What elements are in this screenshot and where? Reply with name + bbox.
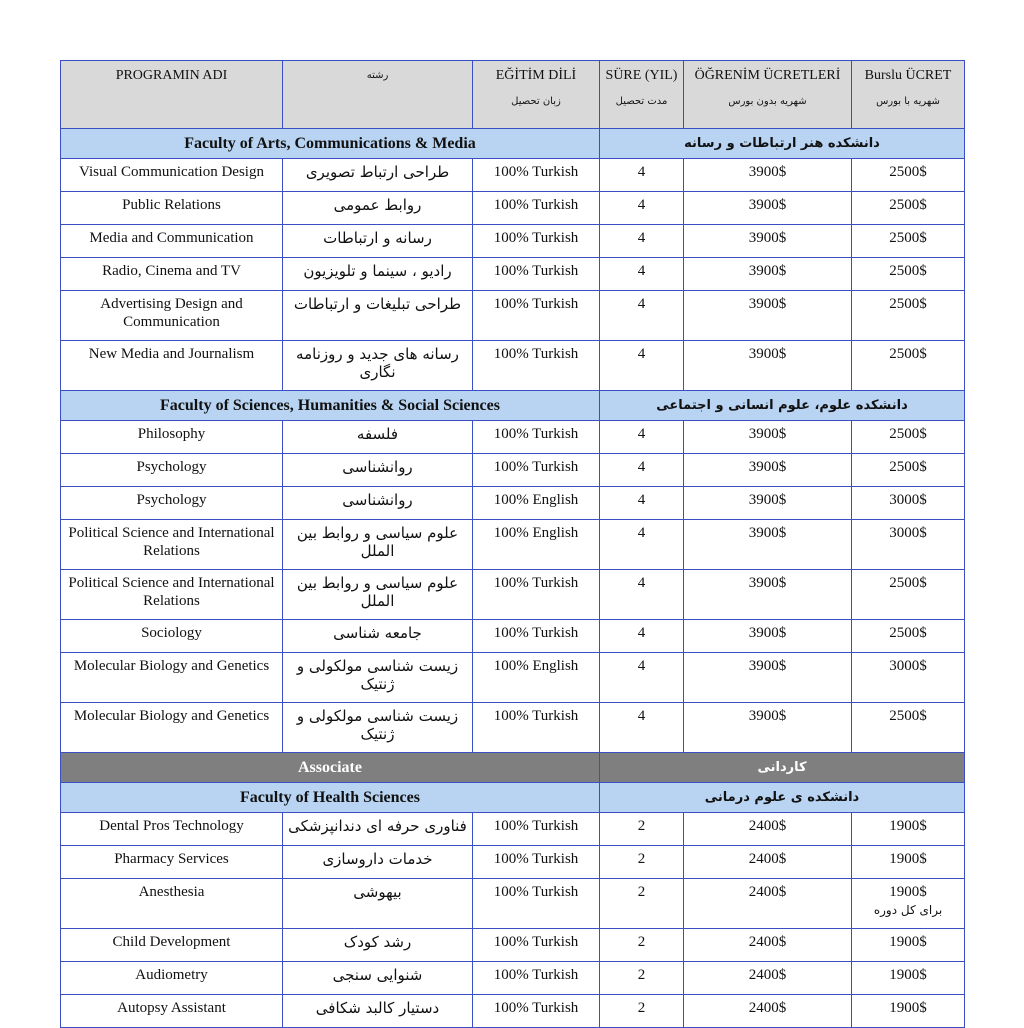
- program-name-cell-text: Visual Communication Design: [79, 164, 264, 180]
- duration-cell: [600, 341, 684, 391]
- program-name-cell-text: Sociology: [141, 625, 202, 641]
- tuition-cell: [684, 879, 852, 929]
- tuition-cell: [684, 225, 852, 258]
- table-row: [61, 421, 965, 454]
- duration-cell-text: 4: [637, 164, 646, 180]
- language-cell-text: 100% Turkish: [493, 884, 579, 900]
- program-name-cell: [61, 454, 283, 487]
- tuition-cell: [684, 192, 852, 225]
- table-row: [61, 291, 965, 341]
- program-name-cell-text: Molecular Biology and Genetics: [73, 708, 270, 724]
- program-name-fa-cell-text: طراحی ارتباط تصویری: [305, 163, 450, 181]
- scholarship-cell: [852, 192, 965, 225]
- program-name-fa-cell-text: زیست شناسی مولکولی و ژنتیک: [296, 707, 459, 743]
- program-name-cell-text: Audiometry: [135, 967, 208, 983]
- scholarship-cell-text: 1900$: [889, 934, 927, 950]
- program-name-cell: [61, 620, 283, 653]
- tuition-cell-text: 3900$: [748, 625, 787, 641]
- tuition-cell-text: 2400$: [748, 934, 787, 950]
- scholarship-cell: [852, 995, 965, 1028]
- duration-cell-text: 4: [637, 708, 646, 724]
- header-row: [61, 61, 965, 129]
- duration-cell-text: 2: [637, 1000, 646, 1016]
- language-cell: [473, 995, 600, 1028]
- language-cell: [473, 846, 600, 879]
- program-name-cell: [61, 487, 283, 520]
- scholarship-cell-text: 1900$: [889, 967, 927, 983]
- tuition-cell-text: 2400$: [748, 967, 787, 983]
- duration-cell-text: 4: [637, 492, 646, 508]
- tuition-cell-text: 3900$: [748, 658, 787, 674]
- scholarship-cell: [852, 258, 965, 291]
- duration-cell: [600, 703, 684, 753]
- scholarship-cell-text: 2500$: [889, 197, 927, 213]
- header-tuition: ÖĞRENİM ÜCRETLERİ شهریه بدون بورس: [684, 61, 852, 129]
- scholarship-cell-text: 2500$: [889, 164, 927, 180]
- table-row: [61, 879, 965, 929]
- duration-cell: [600, 962, 684, 995]
- scholarship-cell-text: 2500$: [889, 708, 927, 724]
- program-name-fa-cell-text: روانشناسی: [342, 491, 413, 509]
- tuition-cell: [684, 487, 852, 520]
- duration-cell-text: 4: [637, 197, 646, 213]
- program-name-cell: [61, 421, 283, 454]
- scholarship-cell-text: 2500$: [889, 625, 927, 641]
- duration-cell-text: 2: [637, 818, 646, 834]
- faculty-title-fa: دانشکده ی علوم درمانی: [600, 783, 965, 813]
- program-name-cell: [61, 341, 283, 391]
- duration-cell: [600, 454, 684, 487]
- program-name-cell-text: Dental Pros Technology: [99, 818, 244, 834]
- faculty-row: [61, 391, 965, 421]
- program-name-fa-cell: [283, 159, 473, 192]
- program-name-cell: [61, 846, 283, 879]
- scholarship-cell-text: 2500$: [889, 346, 927, 362]
- table-row: [61, 813, 965, 846]
- faculty-title-fa: کاردانی: [600, 753, 965, 783]
- program-name-cell-text: Molecular Biology and Genetics: [73, 658, 270, 674]
- program-name-fa-cell-text: علوم سیاسی و روابط بین الملل: [296, 574, 459, 610]
- program-name-fa-cell: [283, 421, 473, 454]
- language-cell: [473, 570, 600, 620]
- table-row: [61, 341, 965, 391]
- faculty-title-fa: دانشکده علوم، علوم انسانی و اجتماعی: [600, 391, 965, 421]
- tuition-cell: [684, 995, 852, 1028]
- tuition-cell: [684, 620, 852, 653]
- program-name-fa-cell: [283, 995, 473, 1028]
- duration-cell: [600, 258, 684, 291]
- table-row: [61, 929, 965, 962]
- duration-cell: [600, 620, 684, 653]
- scholarship-cell-text: 2500$: [889, 263, 927, 279]
- scholarship-cell-text: 1900$: [889, 818, 927, 834]
- program-name-fa-cell-text: بیهوشی: [353, 883, 402, 901]
- program-name-fa-cell: [283, 962, 473, 995]
- tuition-cell: [684, 341, 852, 391]
- program-name-cell: [61, 291, 283, 341]
- language-cell: [473, 421, 600, 454]
- program-name-fa-cell-text: رادیو ، سینما و تلویزیون: [303, 262, 452, 280]
- program-name-fa-cell: [283, 454, 473, 487]
- language-cell: [473, 520, 600, 570]
- program-name-cell: [61, 520, 283, 570]
- program-name-fa-cell: [283, 341, 473, 391]
- language-cell: [473, 341, 600, 391]
- program-name-fa-cell-text: روانشناسی: [342, 458, 413, 476]
- duration-cell: [600, 159, 684, 192]
- language-cell-text: 100% Turkish: [493, 575, 579, 591]
- scholarship-cell-text: 3000$: [889, 658, 927, 674]
- language-cell-text: 100% Turkish: [493, 851, 579, 867]
- faculty-title-en: Faculty of Sciences, Humanities & Social Sciences: [61, 391, 600, 421]
- tuition-cell: [684, 929, 852, 962]
- tuition-cell-text: 2400$: [748, 851, 787, 867]
- program-name-cell-text: New Media and Journalism: [88, 346, 255, 362]
- duration-cell: [600, 487, 684, 520]
- tuition-cell: [684, 159, 852, 192]
- scholarship-cell: [852, 159, 965, 192]
- program-name-cell: [61, 258, 283, 291]
- language-cell-text: 100% Turkish: [493, 296, 579, 312]
- header-language: EĞİTİM DİLİ زبان تحصیل: [473, 61, 600, 129]
- scholarship-note: برای کل دوره: [873, 903, 943, 917]
- tuition-cell: [684, 520, 852, 570]
- duration-cell-text: 2: [637, 851, 646, 867]
- table-row: [61, 962, 965, 995]
- program-name-cell: [61, 879, 283, 929]
- scholarship-cell-text: 2500$: [889, 426, 927, 442]
- language-cell: [473, 703, 600, 753]
- program-name-cell: [61, 225, 283, 258]
- tuition-cell-text: 3900$: [748, 346, 787, 362]
- duration-cell: [600, 813, 684, 846]
- program-name-cell: [61, 962, 283, 995]
- tuition-cell-text: 3900$: [748, 296, 787, 312]
- program-name-cell: [61, 653, 283, 703]
- scholarship-cell: [852, 520, 965, 570]
- language-cell-text: 100% Turkish: [493, 346, 579, 362]
- language-cell: [473, 225, 600, 258]
- language-cell-text: 100% Turkish: [493, 1000, 579, 1016]
- tuition-cell: [684, 291, 852, 341]
- duration-cell-text: 4: [637, 525, 646, 541]
- scholarship-cell-text: 2500$: [889, 296, 927, 312]
- scholarship-cell: [852, 846, 965, 879]
- program-name-fa-cell: [283, 929, 473, 962]
- program-name-fa-cell-text: فلسفه: [356, 425, 399, 443]
- faculty-row: [61, 129, 965, 159]
- tuition-cell: [684, 421, 852, 454]
- language-cell: [473, 192, 600, 225]
- program-name-cell-text: Psychology: [136, 459, 207, 475]
- language-cell: [473, 653, 600, 703]
- program-name-cell: [61, 159, 283, 192]
- table-row: [61, 454, 965, 487]
- program-name-cell-text: Child Development: [112, 934, 231, 950]
- scholarship-cell: [852, 487, 965, 520]
- language-cell-text: 100% Turkish: [493, 708, 579, 724]
- language-cell-text: 100% Turkish: [493, 426, 579, 442]
- duration-cell-text: 4: [637, 230, 646, 246]
- tuition-cell-text: 2400$: [748, 1000, 787, 1016]
- scholarship-cell: [852, 570, 965, 620]
- faculty-title-en: Faculty of Arts, Communications & Media: [61, 129, 600, 159]
- program-name-fa-cell-text: زیست شناسی مولکولی و ژنتیک: [296, 657, 459, 693]
- tuition-cell-text: 2400$: [748, 818, 787, 834]
- table-row: [61, 225, 965, 258]
- language-cell: [473, 620, 600, 653]
- program-name-fa-cell-text: دستیار کالبد شکافی: [315, 999, 440, 1017]
- language-cell-text: 100% English: [493, 492, 579, 508]
- program-name-fa-cell: [283, 813, 473, 846]
- tuition-cell-text: 3900$: [748, 459, 787, 475]
- duration-cell-text: 4: [637, 296, 646, 312]
- tuition-cell: [684, 454, 852, 487]
- tuition-cell-text: 2400$: [748, 884, 787, 900]
- tuition-cell-text: 3900$: [748, 197, 787, 213]
- scholarship-cell: [852, 454, 965, 487]
- scholarship-cell: [852, 929, 965, 962]
- table-row: [61, 846, 965, 879]
- scholarship-cell: [852, 291, 965, 341]
- program-name-cell: [61, 703, 283, 753]
- duration-cell: [600, 653, 684, 703]
- program-name-cell: [61, 192, 283, 225]
- tuition-cell: [684, 570, 852, 620]
- program-name-cell-text: Philosophy: [137, 426, 206, 442]
- header-program-name-fa: رشته: [283, 61, 473, 129]
- language-cell-text: 100% Turkish: [493, 459, 579, 475]
- program-name-fa-cell-text: طراحی تبلیغات و ارتباطات: [293, 295, 462, 313]
- program-name-cell: [61, 929, 283, 962]
- program-name-fa-cell: [283, 487, 473, 520]
- program-name-fa-cell: [283, 846, 473, 879]
- program-name-fa-cell-text: رسانه های جدید و روزنامه نگاری: [296, 345, 459, 381]
- table-row: [61, 258, 965, 291]
- section-row-associate: [61, 753, 965, 783]
- table-row: [61, 703, 965, 753]
- scholarship-cell: [852, 225, 965, 258]
- tuition-cell-text: 3900$: [748, 230, 787, 246]
- scholarship-cell: [852, 703, 965, 753]
- program-name-fa-cell: [283, 703, 473, 753]
- language-cell-text: 100% Turkish: [493, 263, 579, 279]
- program-name-fa-cell: [283, 879, 473, 929]
- scholarship-cell: [852, 421, 965, 454]
- program-name-cell-text: Radio, Cinema and TV: [102, 263, 241, 279]
- duration-cell: [600, 995, 684, 1028]
- table-row: [61, 159, 965, 192]
- table-row: [61, 192, 965, 225]
- program-name-fa-cell: [283, 225, 473, 258]
- program-name-fa-cell: [283, 258, 473, 291]
- tuition-cell-text: 3900$: [748, 575, 787, 591]
- tuition-cell: [684, 653, 852, 703]
- program-name-cell-text: Political Science and International Relations: [68, 575, 275, 609]
- program-name-cell-text: Psychology: [136, 492, 207, 508]
- program-name-cell-text: Political Science and International Relations: [68, 525, 275, 559]
- program-name-cell-text: Public Relations: [122, 197, 221, 213]
- program-name-fa-cell-text: شنوایی سنجی: [332, 966, 423, 984]
- scholarship-cell-text: 1900$: [889, 851, 927, 867]
- duration-cell-text: 4: [637, 575, 646, 591]
- program-name-fa-cell: [283, 291, 473, 341]
- tuition-table: [60, 60, 965, 1028]
- language-cell: [473, 879, 600, 929]
- duration-cell: [600, 421, 684, 454]
- tuition-cell: [684, 813, 852, 846]
- program-name-fa-cell: [283, 570, 473, 620]
- table-row: [61, 995, 965, 1028]
- table-row: [61, 570, 965, 620]
- program-name-cell-text: Autopsy Assistant: [117, 1000, 226, 1016]
- language-cell-text: 100% Turkish: [493, 967, 579, 983]
- program-name-cell-text: Anesthesia: [138, 884, 205, 900]
- program-name-cell-text: Pharmacy Services: [114, 851, 229, 867]
- program-name-cell-text: Media and Communication: [89, 230, 254, 246]
- language-cell-text: 100% Turkish: [493, 197, 579, 213]
- duration-cell: [600, 929, 684, 962]
- scholarship-cell: [852, 653, 965, 703]
- header-program-name: PROGRAMIN ADI: [61, 61, 283, 129]
- language-cell: [473, 159, 600, 192]
- duration-cell: [600, 291, 684, 341]
- scholarship-cell: [852, 620, 965, 653]
- duration-cell-text: 4: [637, 658, 646, 674]
- tuition-cell: [684, 258, 852, 291]
- header-scholarship: Burslu ÜCRET شهریه با بورس: [852, 61, 965, 129]
- duration-cell-text: 4: [637, 346, 646, 362]
- scholarship-cell-text: 1900$: [889, 884, 927, 900]
- program-name-fa-cell-text: جامعه شناسی: [333, 624, 422, 642]
- program-name-cell: [61, 570, 283, 620]
- tuition-cell: [684, 703, 852, 753]
- language-cell-text: 100% English: [493, 525, 579, 541]
- scholarship-cell: [852, 341, 965, 391]
- program-name-fa-cell-text: رسانه و ارتباطات: [323, 229, 432, 247]
- scholarship-cell-text: 1900$: [889, 1000, 927, 1016]
- header-duration: SÜRE (YIL) مدت تحصیل: [600, 61, 684, 129]
- duration-cell-text: 2: [637, 934, 646, 950]
- tuition-cell: [684, 846, 852, 879]
- program-name-fa-cell-text: رشد کودک: [343, 933, 412, 951]
- tuition-cell-text: 3900$: [748, 492, 787, 508]
- scholarship-cell-text: 2500$: [889, 575, 927, 591]
- duration-cell: [600, 520, 684, 570]
- language-cell-text: 100% Turkish: [493, 164, 579, 180]
- duration-cell-text: 4: [637, 426, 646, 442]
- duration-cell-text: 4: [637, 459, 646, 475]
- tuition-cell-text: 3900$: [748, 708, 787, 724]
- faculty-title-en: Associate: [61, 753, 600, 783]
- program-name-fa-cell: [283, 620, 473, 653]
- program-name-cell: [61, 995, 283, 1028]
- language-cell-text: 100% Turkish: [493, 934, 579, 950]
- program-name-fa-cell-text: فناوری حرفه ای دندانپزشکی: [288, 817, 467, 835]
- program-name-fa-cell-text: خدمات داروسازی: [322, 850, 433, 868]
- faculty-row: [61, 783, 965, 813]
- tuition-cell: [684, 962, 852, 995]
- program-name-fa-cell: [283, 192, 473, 225]
- table-row: [61, 520, 965, 570]
- program-name-cell-text: Advertising Design and Communication: [100, 296, 243, 330]
- language-cell: [473, 929, 600, 962]
- duration-cell: [600, 570, 684, 620]
- language-cell-text: 100% English: [493, 658, 579, 674]
- scholarship-cell-text: 3000$: [889, 492, 927, 508]
- duration-cell-text: 4: [637, 263, 646, 279]
- language-cell-text: 100% Turkish: [493, 625, 579, 641]
- program-name-cell: [61, 813, 283, 846]
- duration-cell: [600, 225, 684, 258]
- table-row: [61, 620, 965, 653]
- table-row: [61, 487, 965, 520]
- table-row: [61, 653, 965, 703]
- program-name-fa-cell-text: روابط عمومی: [333, 196, 422, 214]
- tuition-cell-text: 3900$: [748, 263, 787, 279]
- program-name-fa-cell: [283, 520, 473, 570]
- program-name-fa-cell-text: علوم سیاسی و روابط بین الملل: [296, 524, 459, 560]
- scholarship-cell: [852, 813, 965, 846]
- language-cell: [473, 291, 600, 341]
- duration-cell: [600, 879, 684, 929]
- tuition-cell-text: 3900$: [748, 525, 787, 541]
- duration-cell: [600, 846, 684, 879]
- language-cell: [473, 258, 600, 291]
- duration-cell-text: 2: [637, 884, 646, 900]
- table-body: [61, 129, 965, 1028]
- language-cell-text: 100% Turkish: [493, 818, 579, 834]
- language-cell: [473, 487, 600, 520]
- tuition-cell-text: 3900$: [748, 164, 787, 180]
- language-cell: [473, 454, 600, 487]
- scholarship-cell-text: 2500$: [889, 459, 927, 475]
- scholarship-cell: [852, 962, 965, 995]
- scholarship-cell-text: 3000$: [889, 525, 927, 541]
- program-name-fa-cell: [283, 653, 473, 703]
- duration-cell-text: 2: [637, 967, 646, 983]
- language-cell: [473, 962, 600, 995]
- faculty-title-fa: دانشکده هنر ارتباطات و رسانه: [600, 129, 965, 159]
- faculty-title-en: Faculty of Health Sciences: [61, 783, 600, 813]
- tuition-cell-text: 3900$: [748, 426, 787, 442]
- duration-cell: [600, 192, 684, 225]
- scholarship-cell: [852, 879, 965, 929]
- language-cell-text: 100% Turkish: [493, 230, 579, 246]
- duration-cell-text: 4: [637, 625, 646, 641]
- scholarship-cell-text: 2500$: [889, 230, 927, 246]
- language-cell: [473, 813, 600, 846]
